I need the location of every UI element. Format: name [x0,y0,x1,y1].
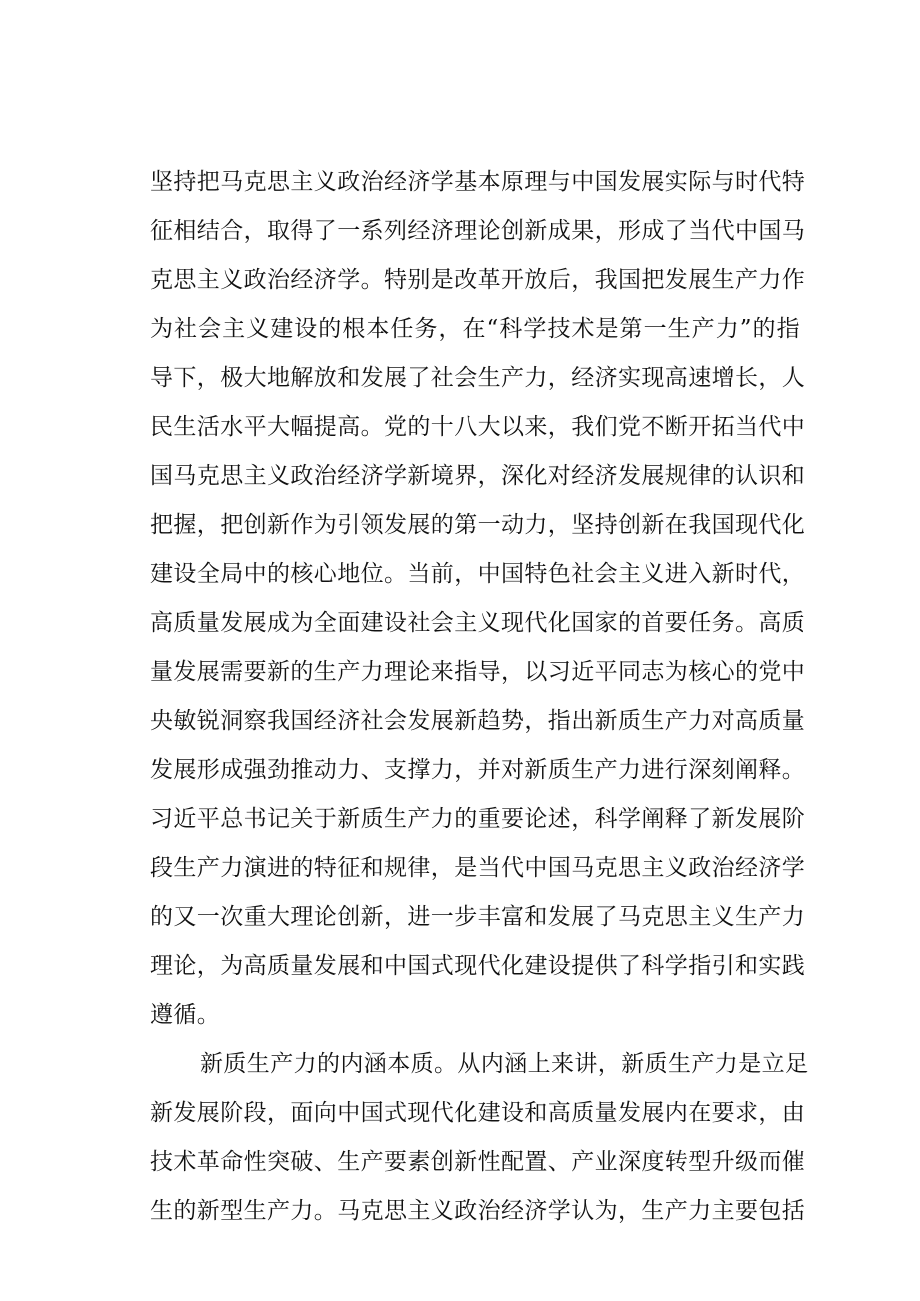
text-line: 遵循。 [150,1002,221,1028]
text-line: 建设全局中的核心地位。当前，中国特色社会主义进入新时代， [150,561,806,587]
text-line: 高质量发展成为全面建设社会主义现代化国家的首要任务。高质 [150,610,806,636]
text-line: 国马克思主义政治经济学新境界，深化对经济发展规律的认识和 [150,463,806,489]
text-line: 把握，把创新作为引领发展的第一动力，坚持创新在我国现代化 [150,512,806,538]
text-line: 发展形成强劲推动力、支撑力，并对新质生产力进行深刻阐释。 [150,757,806,783]
text-line: 新发展阶段，面向中国式现代化建设和高质量发展内在要求，由 [150,1100,806,1126]
text-line: 为社会主义建设的根本任务，在“科学技术是第一生产力”的指 [150,316,800,342]
text-line: 习近平总书记关于新质生产力的重要论述，科学阐释了新发展阶 [150,806,806,832]
text-line-indented: 新质生产力的内涵本质。从内涵上来讲，新质生产力是立足 [200,1051,809,1077]
text-line: 的又一次重大理论创新，进一步丰富和发展了马克思主义生产力 [150,904,806,930]
text-line: 导下，极大地解放和发展了社会生产力，经济实现高速增长，人 [150,365,806,391]
text-line: 央敏锐洞察我国经济社会发展新趋势，指出新质生产力对高质量 [150,708,806,734]
text-line: 段生产力演进的特征和规律，是当代中国马克思主义政治经济学 [150,855,806,881]
body-text [150,158,809,1236]
text-line: 技术革命性突破、生产要素创新性配置、产业深度转型升级而催 [150,1149,806,1175]
text-line: 克思主义政治经济学。特别是改革开放后，我国把发展生产力作 [150,267,806,293]
text-line: 坚持把马克思主义政治经济学基本原理与中国发展实际与时代特 [150,169,806,195]
text-line: 量发展需要新的生产力理论来指导，以习近平同志为核心的党中 [150,659,806,685]
text-line: 生的新型生产力。马克思主义政治经济学认为，生产力主要包括 [150,1198,806,1224]
text-line: 征相结合，取得了一系列经济理论创新成果，形成了当代中国马 [150,218,806,244]
text-line: 理论，为高质量发展和中国式现代化建设提供了科学指引和实践 [150,953,806,979]
text-line: 民生活水平大幅提高。党的十八大以来，我们党不断开拓当代中 [150,414,806,440]
